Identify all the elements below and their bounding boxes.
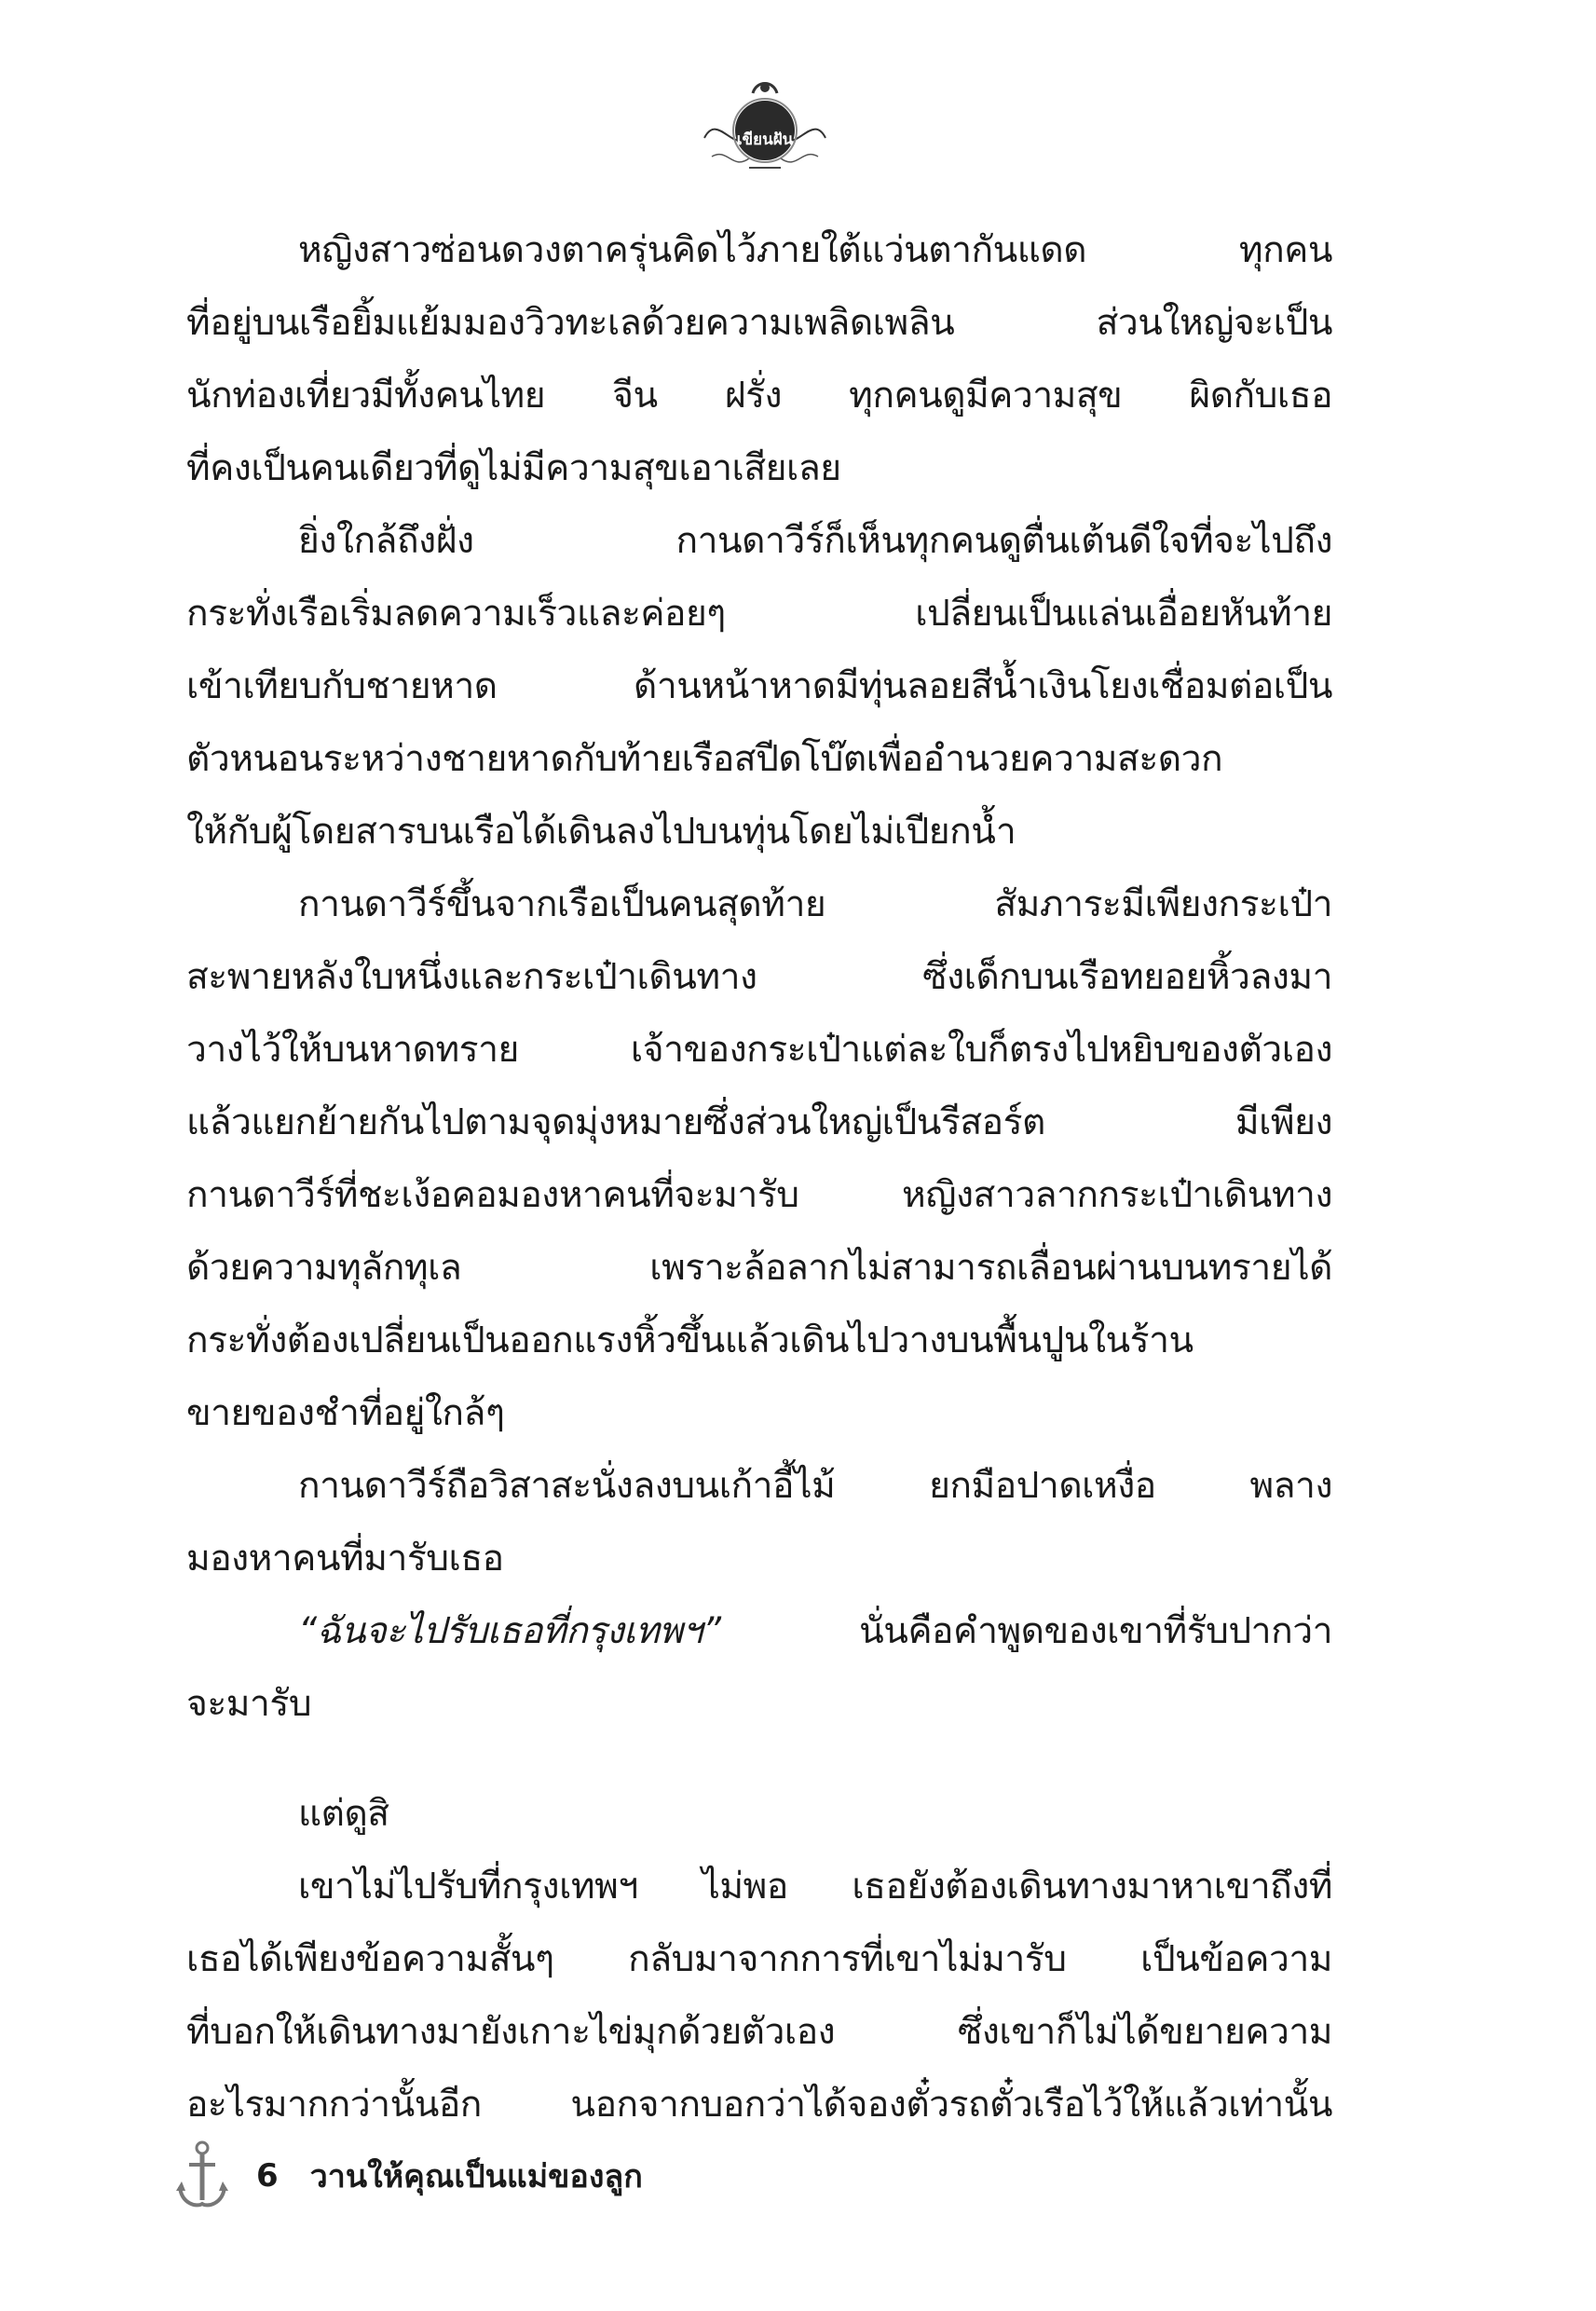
text-line: กานดาวีร์ขึ้นจากเรือเป็นคนสุดท้าย สัมภาระมีเพียงกระเป๋า (298, 883, 1332, 925)
text-line: แต่ดูสิ (298, 1793, 389, 1835)
paragraph-4 (186, 1450, 1332, 1595)
text-line: ขายของชำที่อยู่ใกล้ๆ (186, 1392, 505, 1434)
text-line: ที่คงเป็นคนเดียวที่ดูไม่มีความสุขเอาเสียเลย (186, 447, 841, 489)
logo-text: เขียนฝัน (736, 130, 794, 149)
text-run: นั่นคือคำพูดของเขาที่รับปากว่า (720, 1610, 1332, 1652)
paragraph-3 (186, 868, 1332, 1450)
publisher-logo (695, 73, 835, 185)
text-line: จะมารับ (186, 1683, 312, 1725)
paragraph-6 (186, 1778, 1332, 1851)
text-line: นักท่องเที่ยวมีทั้งคนไทย จีน ฝรั่ง ทุกคนดูมีความสุข ผิดกับเธอ (186, 375, 1332, 417)
text-line: แล้วแยกย้ายกันไปตามจุดมุ่งหมายซึ่งส่วนใหญ่เป็นรีสอร์ต มีเพียง (186, 1101, 1332, 1143)
text-line: ด้วยความทุลักทุเล เพราะล้อลากไม่สามารถเลื่อนผ่านบนทรายได้ (186, 1247, 1332, 1289)
anchor-icon (172, 2139, 228, 2213)
text-line: ให้กับผู้โดยสารบนเรือได้เดินลงไปบนทุ่นโดยไม่เปียกน้ำ (186, 811, 1016, 853)
book-title: วานให้คุณเป็นแม่ของลูก (309, 2158, 643, 2195)
text-line: ที่บอกให้เดินทางมายังเกาะไข่มุกด้วยตัวเอง ซึ่งเขาก็ไม่ได้ขยายความ (186, 2011, 1332, 2053)
text-line: กานดาวีร์ที่ชะเง้อคอมองหาคนที่จะมารับ หญิงสาวลากกระเป๋าเดินทาง (186, 1174, 1332, 1216)
text-line: กระทั่งต้องเปลี่ยนเป็นออกแรงหิ้วขึ้นแล้วเดินไปวางบนพื้นปูนในร้าน (186, 1320, 1194, 1361)
text-line: กานดาวีร์ถือวิสาสะนั่งลงบนเก้าอี้ไม้ ยกมือปาดเหงื่อ พลาง (298, 1465, 1332, 1507)
page-footer (172, 2134, 643, 2218)
text-line: เข้าเทียบกับชายหาด ด้านหน้าหาดมีทุ่นลอยสีน้ำเงินโยงเชื่อมต่อเป็น (186, 665, 1332, 707)
paragraph-2 (186, 505, 1332, 868)
text-line: หญิงสาวซ่อนดวงตาครุ่นคิดไว้ภายใต้แว่นตากันแดด ทุกคน (298, 229, 1332, 271)
text-line: ยิ่งใกล้ถึงฝั่ง กานดาวีร์ก็เห็นทุกคนดูตื่นเต้นดีใจที่จะไปถึง (298, 520, 1332, 562)
text-line: เขาไม่ไปรับที่กรุงเทพฯ ไม่พอ เธอยังต้องเดินทางมาหาเขาถึงที่ (298, 1866, 1332, 1908)
text-line: อะไรมากกว่านั้นอีก นอกจากบอกว่าได้จองตั๋วรถตั๋วเรือไว้ให้แล้วเท่านั้น (186, 2084, 1332, 2126)
paragraph-5 (186, 1595, 1332, 1741)
paragraph-1 (186, 214, 1332, 505)
text-line: กระทั่งเรือเริ่มลดความเร็วและค่อยๆ เปลี่ยนเป็นแล่นเอื่อยหันท้าย (186, 593, 1332, 635)
document-body (186, 214, 1332, 2141)
text-line: มองหาคนที่มารับเธอ (186, 1538, 504, 1579)
page-number: 6 (256, 2157, 279, 2195)
text-line: ตัวหนอนระหว่างชายหาดกับท้ายเรือสปีดโบ๊ตเพื่ออำนวยความสะดวก (186, 738, 1223, 780)
text-line (186, 1595, 1332, 1668)
text-line: เธอได้เพียงข้อความสั้นๆ กลับมาจากการที่เขาไม่มารับ เป็นข้อความ (186, 1938, 1332, 1980)
paragraph-7 (186, 1851, 1332, 2141)
text-line: วางไว้ให้บนหาดทราย เจ้าของกระเป๋าแต่ละใบก็ตรงไปหยิบของตัวเอง (186, 1029, 1332, 1071)
quoted-speech: “ฉันจะไปรับเธอที่กรุงเทพฯ” (298, 1610, 721, 1652)
text-line: ที่อยู่บนเรือยิ้มแย้มมองวิวทะเลด้วยความเพลิดเพลิน ส่วนใหญ่จะเป็น (186, 302, 1332, 344)
text-line: สะพายหลังใบหนึ่งและกระเป๋าเดินทาง ซึ่งเด็กบนเรือทยอยหิ้วลงมา (186, 956, 1332, 998)
